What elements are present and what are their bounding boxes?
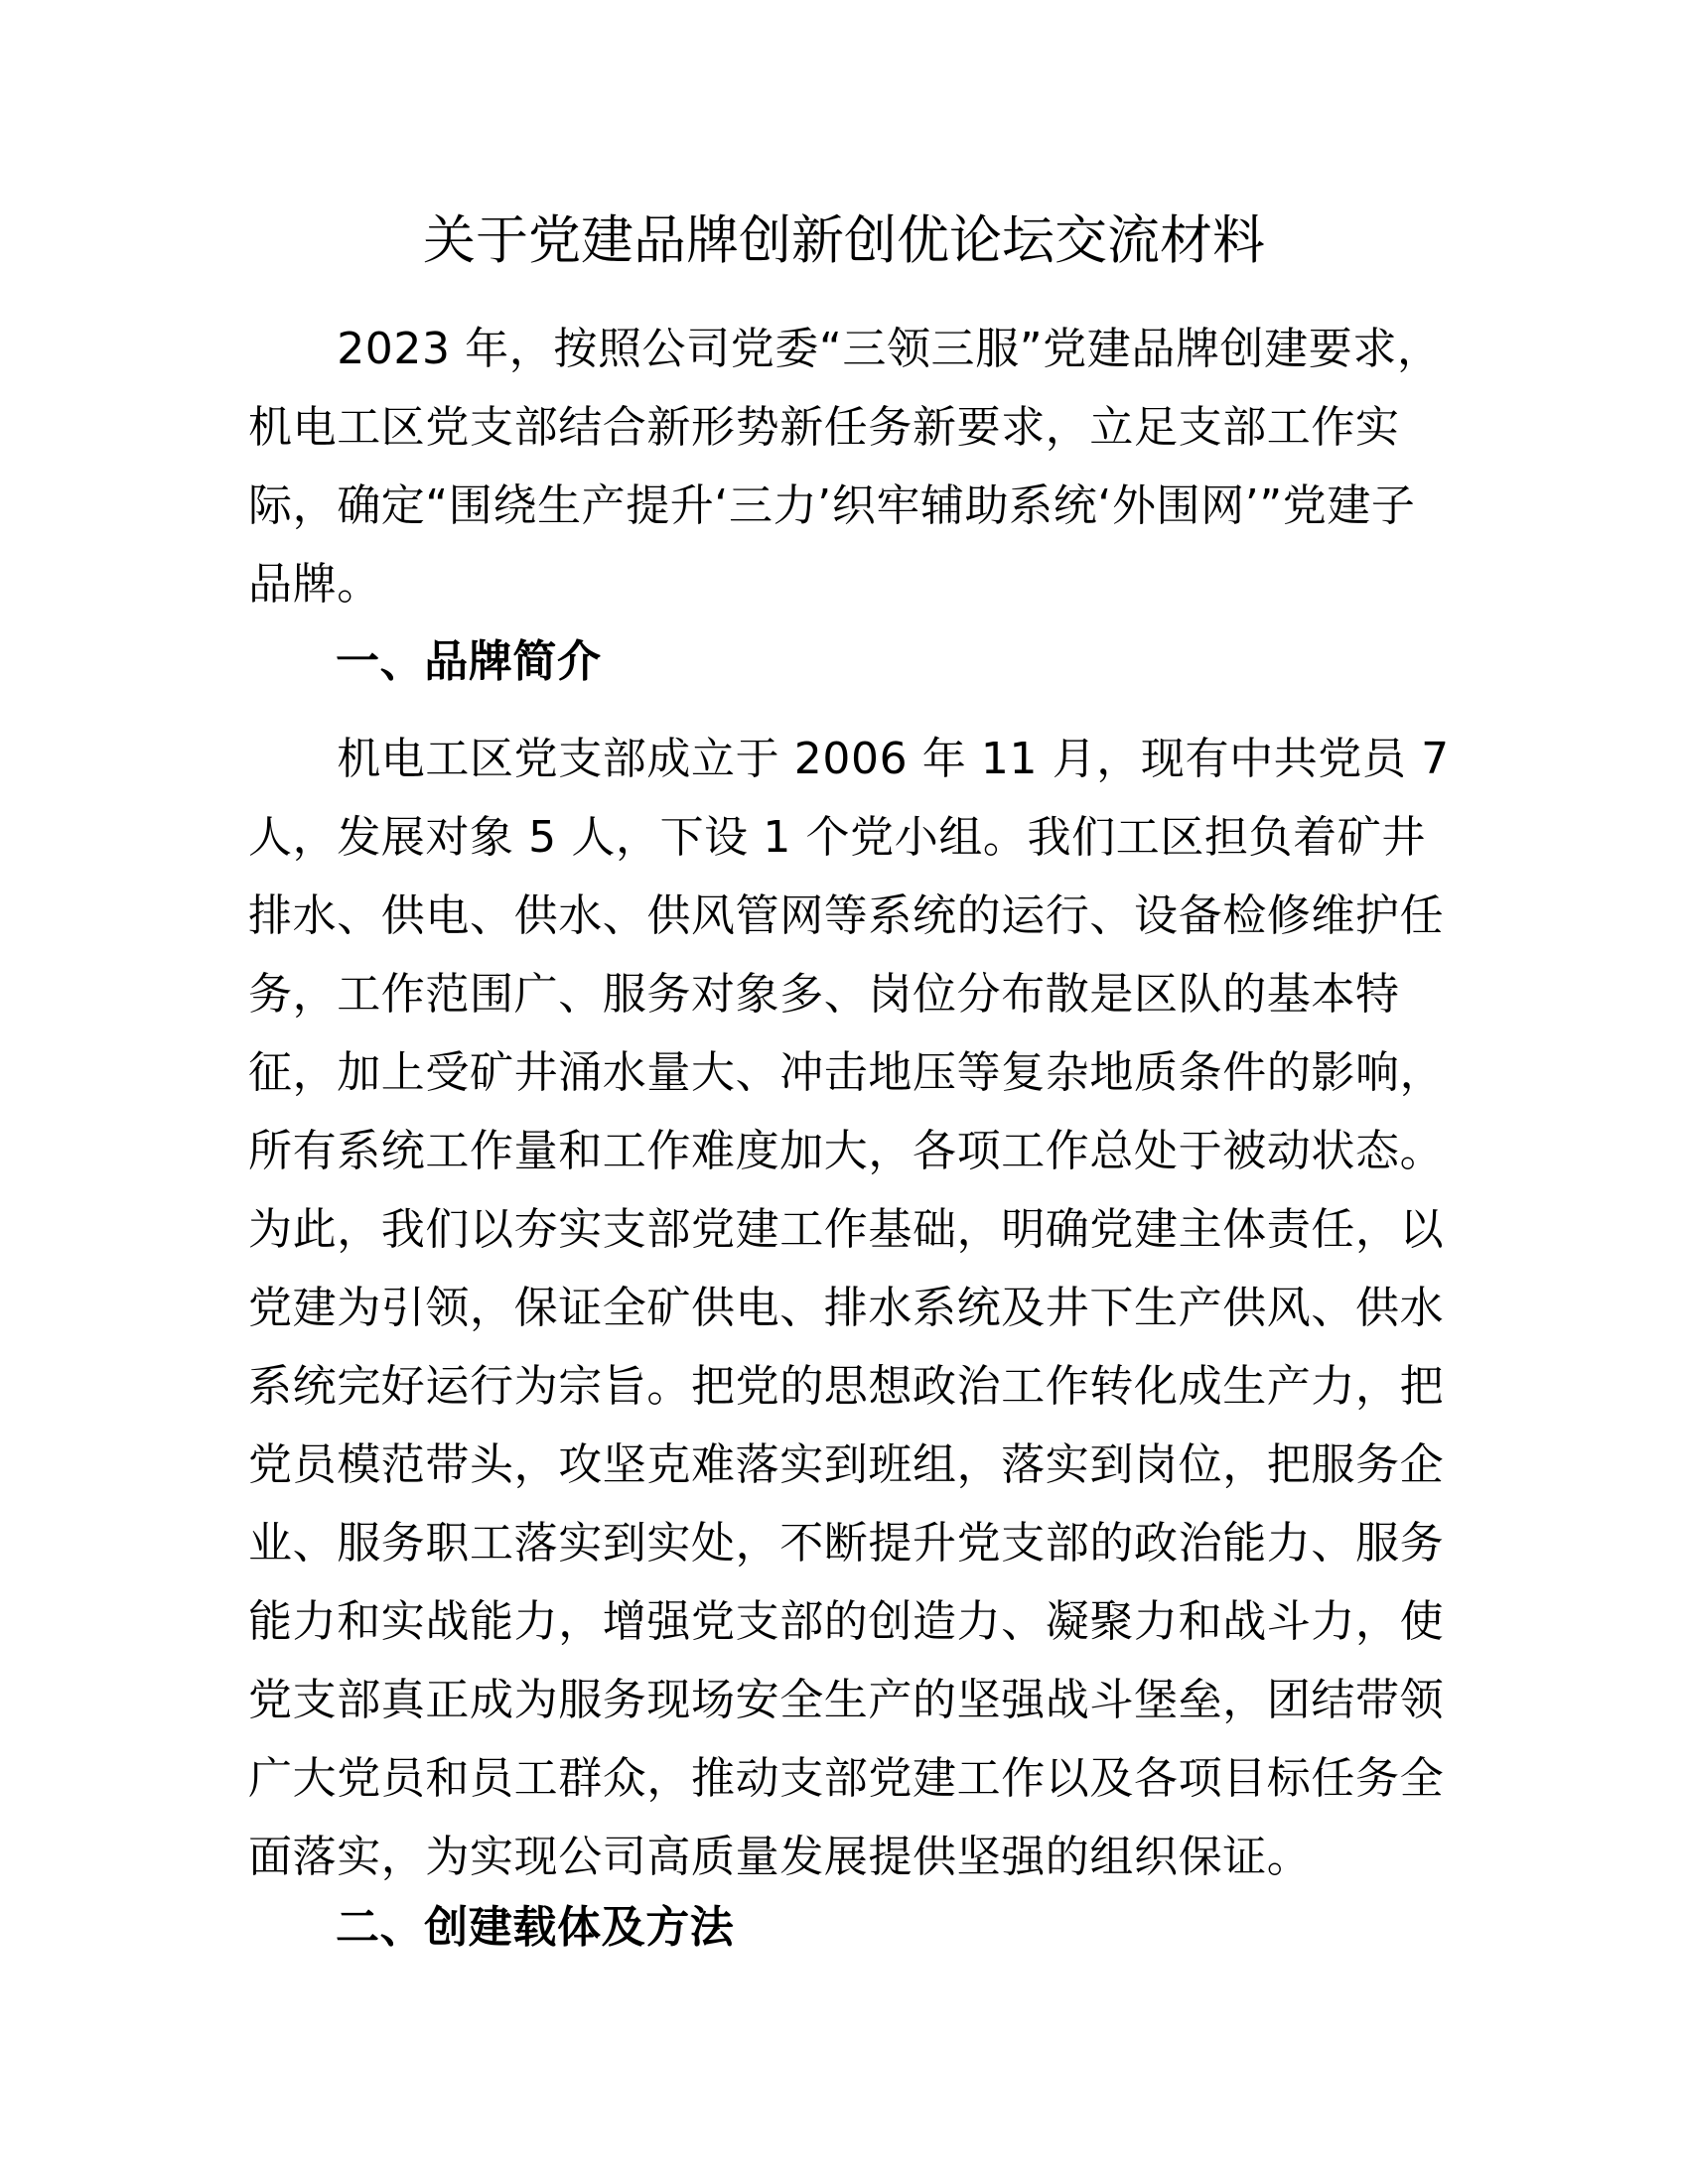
body-line: 务，工作范围广、服务对象多、岗位分布散是区队的基本特 — [248, 969, 1400, 1020]
body-line: 面落实，为实现公司高质量发展提供坚强的组织保证。 — [248, 1832, 1312, 1882]
section-heading-methods: 二、创建载体及方法 — [336, 1902, 735, 1953]
intro-line: 机电工区党支部结合新形势新任务新要求，立足支部工作实 — [248, 402, 1400, 453]
body-line: 所有系统工作量和工作难度加大，各项工作总处于被动状态。 — [248, 1126, 1445, 1176]
body-line: 广大党员和员工群众，推动支部党建工作以及各项目标任务全 — [248, 1753, 1445, 1804]
body-line: 为此，我们以夯实支部党建工作基础，明确党建主体责任，以 — [248, 1204, 1445, 1255]
body-line: 党建为引领，保证全矿供电、排水系统及井下生产供风、供水 — [248, 1283, 1445, 1333]
body-line: 排水、供电、供水、供风管网等系统的运行、设备检修维护任 — [248, 890, 1445, 941]
body-line: 能力和实战能力，增强党支部的创造力、凝聚力和战斗力，使 — [248, 1596, 1445, 1647]
body-line: 征，加上受矿井涌水量大、冲击地压等复杂地质条件的影响， — [248, 1047, 1445, 1098]
body-line: 党员模范带头，攻坚克难落实到班组，落实到岗位，把服务企 — [248, 1439, 1445, 1490]
intro-line: 际，确定“围绕生产提升‘三力’织牢辅助系统‘外围网’”党建子 — [248, 480, 1416, 531]
body-line: 系统完好运行为宗旨。把党的思想政治工作转化成生产力，把 — [248, 1361, 1445, 1412]
body-line: 业、服务职工落实到实处，不断提升党支部的政治能力、服务 — [248, 1518, 1445, 1569]
intro-paragraph — [248, 310, 1440, 623]
body-line: 党支部真正成为服务现场安全生产的坚强战斗堡垒，团结带领 — [248, 1675, 1445, 1725]
brand-intro-paragraph — [248, 720, 1450, 1896]
document-title: 关于党建品牌创新创优论坛交流材料 — [423, 210, 1265, 271]
body-line: 人，发展对象 5 人，下设 1 个党小组。我们工区担负着矿井 — [248, 812, 1426, 863]
intro-line: 品牌。 — [248, 559, 381, 610]
section-heading-brand-intro: 一、品牌简介 — [336, 636, 602, 687]
intro-line: 2023 年，按照公司党委“三领三服”党建品牌创建要求， — [248, 324, 1442, 374]
body-line: 机电工区党支部成立于 2006 年 11 月，现有中共党员 7 — [248, 734, 1450, 784]
